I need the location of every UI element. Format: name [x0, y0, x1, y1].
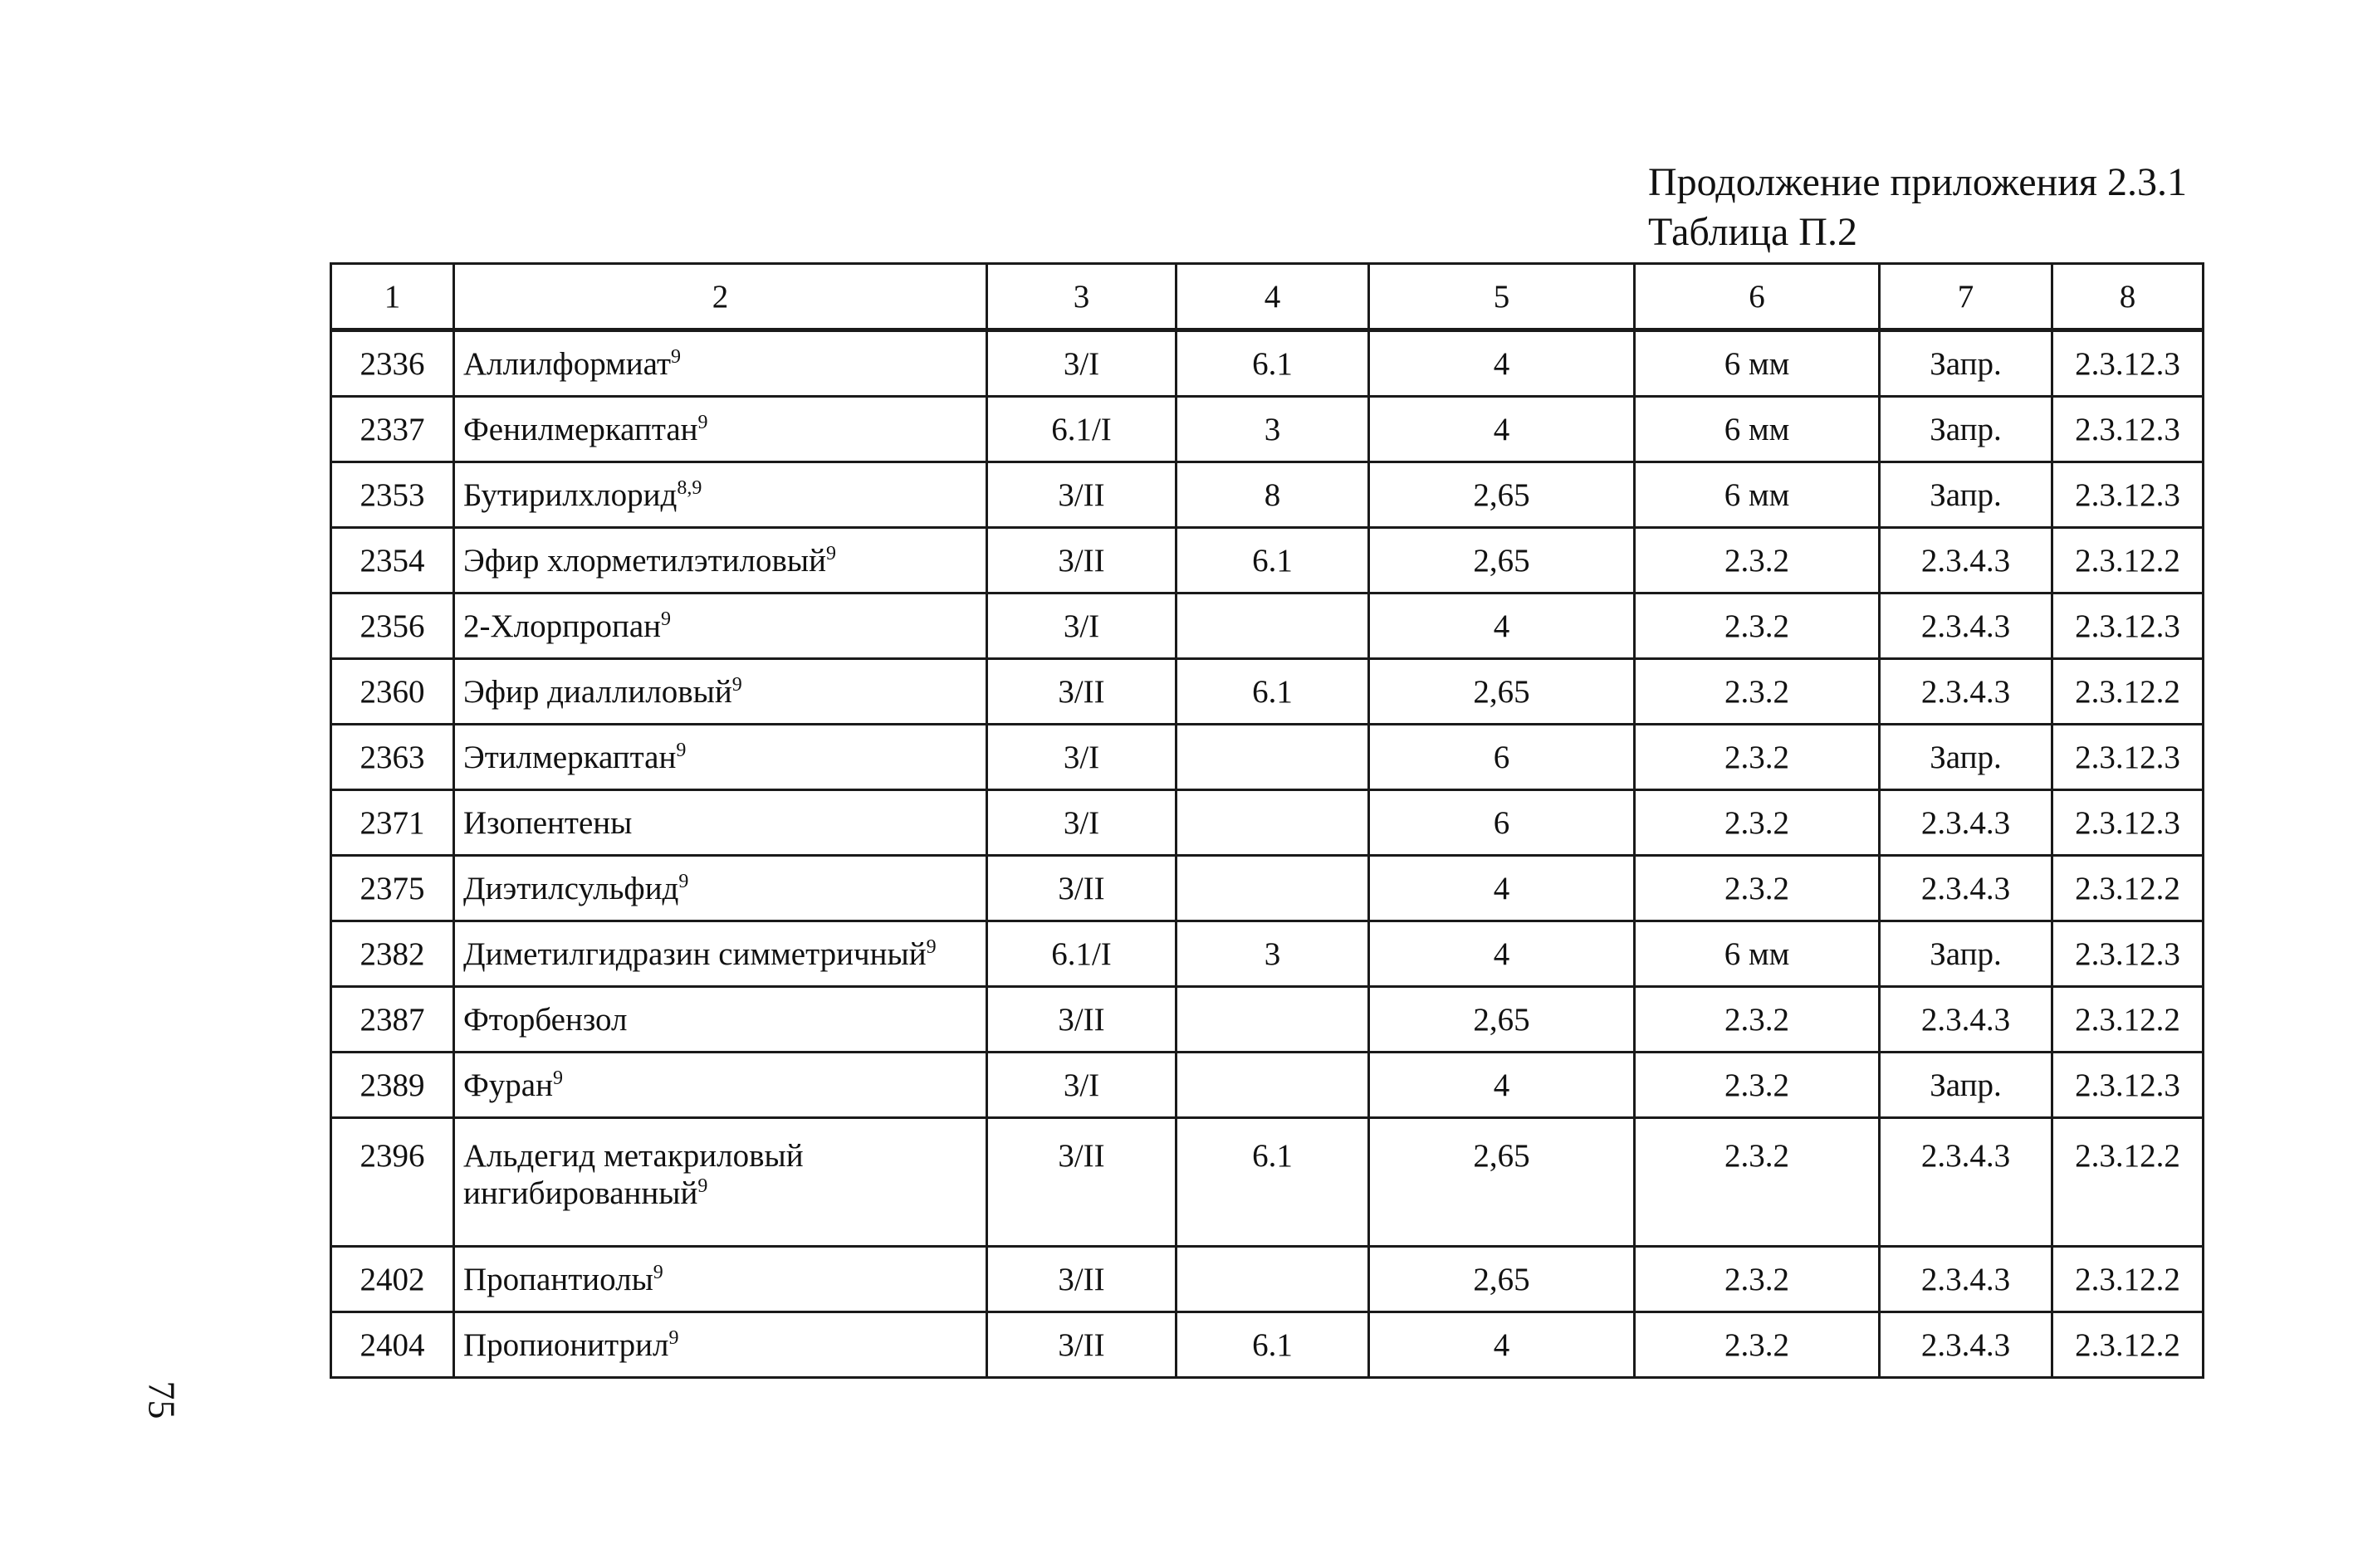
value-cell: 4: [1369, 397, 1635, 462]
footnote-reference: 9: [731, 673, 742, 696]
substance-name-cell: [454, 1247, 987, 1312]
section-cell: 2.3.12.3: [2052, 330, 2204, 397]
value-cell: 2,65: [1369, 528, 1635, 593]
provision-cell: Запр.: [1880, 330, 2052, 397]
value-cell: 2,65: [1369, 987, 1635, 1053]
subsidiary-risk-cell: [1176, 987, 1369, 1053]
substance-name: Изопентены: [463, 804, 633, 841]
section-cell: 2.3.12.2: [2052, 1118, 2204, 1247]
section-cell: 2.3.12.2: [2052, 856, 2204, 921]
un-number-cell: 2336: [331, 330, 454, 397]
class-group-cell: 3/II: [987, 1247, 1176, 1312]
section-cell: 2.3.12.2: [2052, 987, 2204, 1053]
un-number-cell: 2363: [331, 725, 454, 790]
section-cell: 2.3.12.3: [2052, 1053, 2204, 1118]
column-header: 5: [1369, 264, 1635, 330]
substance-name-continuation: ингибированный: [463, 1175, 698, 1211]
subsidiary-risk-cell: 3: [1176, 397, 1369, 462]
un-number-cell: 2396: [331, 1118, 454, 1247]
table-row: [331, 1118, 2204, 1247]
subsidiary-risk-cell: 8: [1176, 462, 1369, 528]
table-row: [331, 659, 2204, 725]
substance-name-cell: [454, 462, 987, 528]
footnote-reference: 9: [825, 542, 836, 564]
footnote-reference: 9: [671, 345, 681, 368]
class-group-cell: 3/II: [987, 659, 1176, 725]
substance-name: Аллилформиат: [463, 345, 671, 382]
table-header-row: [331, 264, 2204, 330]
provision-cell: 2.3.4.3: [1880, 856, 2052, 921]
footnote-reference: 9: [661, 608, 672, 630]
reference-cell: 2.3.2: [1635, 659, 1880, 725]
subsidiary-risk-cell: 6.1: [1176, 330, 1369, 397]
un-number-cell: 2356: [331, 593, 454, 659]
reference-cell: 6 мм: [1635, 330, 1880, 397]
section-cell: 2.3.12.3: [2052, 593, 2204, 659]
substance-name: Пропионитрил: [463, 1326, 669, 1363]
class-group-cell: 3/II: [987, 462, 1176, 528]
subsidiary-risk-cell: 6.1: [1176, 528, 1369, 593]
substances-table: [330, 262, 2204, 1379]
substance-name-cell: [454, 593, 987, 659]
section-cell: 2.3.12.3: [2052, 921, 2204, 987]
value-cell: 2,65: [1369, 1118, 1635, 1247]
table-body: [331, 330, 2204, 1378]
un-number-cell: 2387: [331, 987, 454, 1053]
table-row: [331, 1312, 2204, 1378]
table-row: [331, 1053, 2204, 1118]
provision-cell: 2.3.4.3: [1880, 1118, 2052, 1247]
value-cell: 4: [1369, 1312, 1635, 1378]
un-number-cell: 2360: [331, 659, 454, 725]
substance-name: Фуран: [463, 1067, 553, 1103]
value-cell: 6: [1369, 725, 1635, 790]
reference-cell: 6 мм: [1635, 462, 1880, 528]
un-number-cell: 2389: [331, 1053, 454, 1118]
provision-cell: 2.3.4.3: [1880, 659, 2052, 725]
reference-cell: 2.3.2: [1635, 1118, 1880, 1247]
substance-name-cell: [454, 397, 987, 462]
reference-cell: 2.3.2: [1635, 1053, 1880, 1118]
section-cell: 2.3.12.2: [2052, 1247, 2204, 1312]
reference-cell: 2.3.2: [1635, 1247, 1880, 1312]
table-row: [331, 593, 2204, 659]
footnote-reference: 9: [653, 1261, 663, 1283]
section-cell: 2.3.12.3: [2052, 790, 2204, 856]
section-cell: 2.3.12.3: [2052, 397, 2204, 462]
un-number-cell: 2382: [331, 921, 454, 987]
substance-name-cell: [454, 330, 987, 397]
appendix-continuation-label: Продолжение приложения 2.3.1: [1648, 160, 2187, 204]
section-cell: 2.3.12.3: [2052, 462, 2204, 528]
column-header: 4: [1176, 264, 1369, 330]
substance-name: Пропантиолы: [463, 1261, 653, 1297]
substance-name-cell: [454, 1312, 987, 1378]
substance-name: Эфир хлорметилэтиловый: [463, 542, 826, 579]
footnote-reference: 9: [553, 1067, 563, 1089]
subsidiary-risk-cell: [1176, 1053, 1369, 1118]
reference-cell: 2.3.2: [1635, 987, 1880, 1053]
table-label: Таблица П.2: [1648, 210, 1857, 254]
table-row: [331, 330, 2204, 397]
provision-cell: 2.3.4.3: [1880, 528, 2052, 593]
un-number-cell: 2354: [331, 528, 454, 593]
subsidiary-risk-cell: 3: [1176, 921, 1369, 987]
substance-name: Альдегид метакриловый: [463, 1138, 804, 1174]
substance-name: Диэтилсульфид: [463, 870, 679, 906]
substance-name: Эфир диаллиловый: [463, 673, 732, 710]
footnote-reference: 9: [678, 870, 689, 892]
footnote-reference: 9: [697, 411, 708, 433]
footnote-reference: 9: [668, 1326, 679, 1349]
page-number: 75: [140, 1380, 183, 1419]
substance-name-cell: [454, 790, 987, 856]
substance-name-cell: [454, 921, 987, 987]
section-cell: 2.3.12.2: [2052, 528, 2204, 593]
table-row: [331, 1247, 2204, 1312]
page-header: [1648, 158, 2187, 257]
substance-name: Фторбензол: [463, 1001, 628, 1038]
provision-cell: 2.3.4.3: [1880, 790, 2052, 856]
subsidiary-risk-cell: [1176, 725, 1369, 790]
substance-name-cell: [454, 856, 987, 921]
footnote-reference: 9: [676, 739, 687, 761]
provision-cell: 2.3.4.3: [1880, 593, 2052, 659]
table-row: [331, 725, 2204, 790]
value-cell: 4: [1369, 593, 1635, 659]
table-row: [331, 397, 2204, 462]
footnote-reference: 8,9: [677, 476, 702, 499]
class-group-cell: 3/II: [987, 856, 1176, 921]
value-cell: 4: [1369, 921, 1635, 987]
class-group-cell: 6.1/I: [987, 921, 1176, 987]
class-group-cell: 3/II: [987, 1118, 1176, 1247]
table-row: [331, 921, 2204, 987]
class-group-cell: 3/II: [987, 528, 1176, 593]
provision-cell: 2.3.4.3: [1880, 1312, 2052, 1378]
substance-name-cell: [454, 1053, 987, 1118]
subsidiary-risk-cell: [1176, 1247, 1369, 1312]
un-number-cell: 2337: [331, 397, 454, 462]
reference-cell: 2.3.2: [1635, 1312, 1880, 1378]
section-cell: 2.3.12.2: [2052, 1312, 2204, 1378]
value-cell: 6: [1369, 790, 1635, 856]
subsidiary-risk-cell: [1176, 856, 1369, 921]
un-number-cell: 2402: [331, 1247, 454, 1312]
un-number-cell: 2371: [331, 790, 454, 856]
substance-name-cell: [454, 1118, 987, 1247]
un-number-cell: 2404: [331, 1312, 454, 1378]
class-group-cell: 3/I: [987, 593, 1176, 659]
column-header: 7: [1880, 264, 2052, 330]
reference-cell: 2.3.2: [1635, 528, 1880, 593]
table-row: [331, 856, 2204, 921]
footnote-reference: 9: [697, 1175, 708, 1197]
class-group-cell: 3/I: [987, 725, 1176, 790]
footnote-reference: 9: [926, 935, 937, 958]
column-header: 2: [454, 264, 987, 330]
class-group-cell: 3/II: [987, 1312, 1176, 1378]
section-cell: 2.3.12.3: [2052, 725, 2204, 790]
reference-cell: 2.3.2: [1635, 725, 1880, 790]
substance-name: Бутирилхлорид: [463, 476, 678, 513]
class-group-cell: 3/II: [987, 987, 1176, 1053]
class-group-cell: 3/I: [987, 330, 1176, 397]
subsidiary-risk-cell: 6.1: [1176, 1312, 1369, 1378]
table-row: [331, 987, 2204, 1053]
section-cell: 2.3.12.2: [2052, 659, 2204, 725]
column-header: 3: [987, 264, 1176, 330]
provision-cell: Запр.: [1880, 462, 2052, 528]
subsidiary-risk-cell: 6.1: [1176, 1118, 1369, 1247]
table-row: [331, 790, 2204, 856]
substance-name: Фенилмеркаптан: [463, 411, 698, 447]
un-number-cell: 2375: [331, 856, 454, 921]
substance-name: 2-Хлорпропан: [463, 608, 662, 644]
subsidiary-risk-cell: [1176, 790, 1369, 856]
column-header: 1: [331, 264, 454, 330]
value-cell: 2,65: [1369, 1247, 1635, 1312]
column-header: 6: [1635, 264, 1880, 330]
reference-cell: 6 мм: [1635, 397, 1880, 462]
class-group-cell: 3/I: [987, 790, 1176, 856]
reference-cell: 2.3.2: [1635, 593, 1880, 659]
class-group-cell: 3/I: [987, 1053, 1176, 1118]
provision-cell: Запр.: [1880, 921, 2052, 987]
value-cell: 4: [1369, 1053, 1635, 1118]
reference-cell: 2.3.2: [1635, 790, 1880, 856]
un-number-cell: 2353: [331, 462, 454, 528]
provision-cell: 2.3.4.3: [1880, 987, 2052, 1053]
value-cell: 4: [1369, 856, 1635, 921]
substance-name: Этилмеркаптан: [463, 739, 677, 775]
value-cell: 4: [1369, 330, 1635, 397]
subsidiary-risk-cell: [1176, 593, 1369, 659]
column-header: 8: [2052, 264, 2204, 330]
value-cell: 2,65: [1369, 462, 1635, 528]
table-row: [331, 462, 2204, 528]
value-cell: 2,65: [1369, 659, 1635, 725]
substance-name-cell: [454, 659, 987, 725]
class-group-cell: 6.1/I: [987, 397, 1176, 462]
provision-cell: 2.3.4.3: [1880, 1247, 2052, 1312]
reference-cell: 2.3.2: [1635, 856, 1880, 921]
provision-cell: Запр.: [1880, 725, 2052, 790]
table-row: [331, 528, 2204, 593]
substance-name-cell: [454, 528, 987, 593]
provision-cell: Запр.: [1880, 1053, 2052, 1118]
substance-name-cell: [454, 987, 987, 1053]
subsidiary-risk-cell: 6.1: [1176, 659, 1369, 725]
provision-cell: Запр.: [1880, 397, 2052, 462]
reference-cell: 6 мм: [1635, 921, 1880, 987]
substance-name: Диметилгидразин симметричный: [463, 935, 927, 972]
substance-name-cell: [454, 725, 987, 790]
